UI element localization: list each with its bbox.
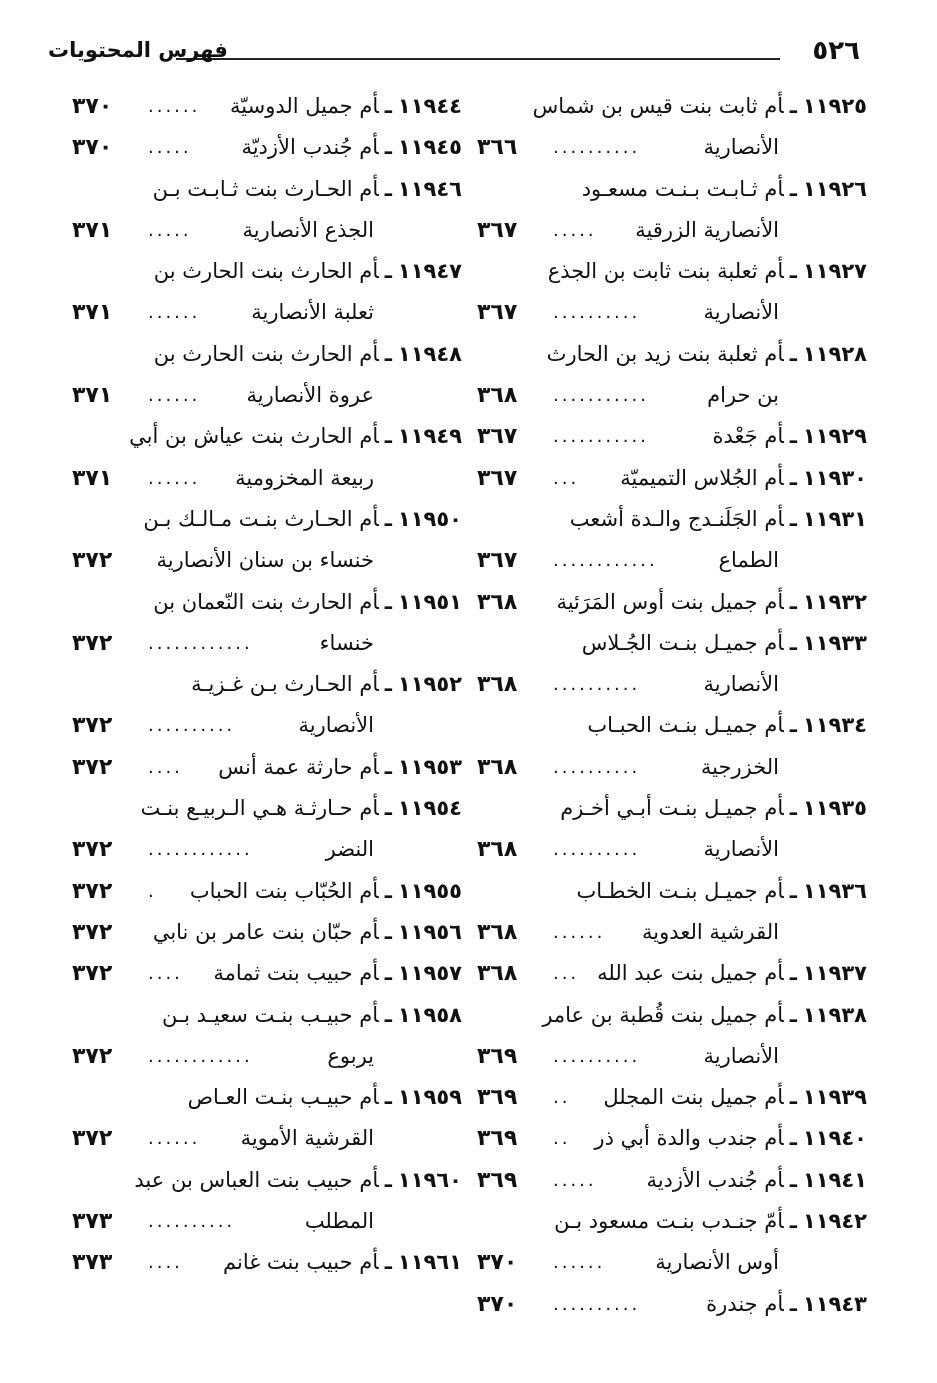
header-rule <box>176 58 780 60</box>
entry-name: أم ثعلبة بنت ثابت بن الجذع <box>547 259 784 284</box>
entry-separator: ـ <box>384 754 392 779</box>
index-entry <box>72 1242 462 1283</box>
index-entry-continuation <box>477 210 867 251</box>
index-entry-continuation <box>72 1036 462 1077</box>
entry-separator: ـ <box>384 341 392 366</box>
entry-page-number: ٣٦٨ <box>477 672 518 698</box>
entry-name-continuation: خنساء بن سنان الأنصارية <box>156 548 374 573</box>
entry-number: ١١٩٢٥ <box>802 94 867 118</box>
entry-name-continuation: القرشية العدوية <box>642 919 779 944</box>
entry-number: ١١٩٥٢ <box>397 672 462 697</box>
dot-leader: .... <box>148 963 183 985</box>
index-entry <box>477 705 867 746</box>
index-entry <box>72 912 462 953</box>
entry-separator: ـ <box>789 796 797 821</box>
index-entry <box>72 1160 462 1201</box>
entry-name: أم الحـارث بنـت مـالـك بـن <box>143 506 379 531</box>
dot-leader: ...... <box>148 1128 201 1150</box>
entry-name: أم جميل بنت المجلل <box>603 1085 784 1110</box>
index-entry-continuation <box>72 1118 462 1159</box>
index-entry <box>477 416 867 457</box>
entry-number: ١١٩٣٠ <box>802 465 867 490</box>
entry-number: ١١٩٥٩ <box>397 1085 462 1110</box>
entry-name: أمّ جنـدب بنـت مسعود بـن <box>554 1209 784 1234</box>
index-column-right <box>477 86 867 1325</box>
entry-separator: ـ <box>789 630 797 655</box>
entry-number: ١١٩٥٧ <box>397 961 462 986</box>
dot-leader: .. <box>553 1128 571 1150</box>
entry-name: أم حبيـب بنـت سعيـد بـن <box>162 1002 379 1027</box>
index-entry <box>72 788 462 829</box>
dot-leader: . <box>148 880 157 902</box>
index-entry-continuation <box>72 540 462 581</box>
dot-leader: .. <box>553 1087 571 1109</box>
entry-name: أم جميـل بنـت الحبـاب <box>587 713 784 738</box>
index-entry-continuation <box>72 829 462 870</box>
index-entry <box>477 953 867 994</box>
dot-leader: ..... <box>553 219 597 241</box>
entry-separator: ـ <box>384 919 392 944</box>
entry-page-number: ٣٦٩ <box>477 1085 518 1111</box>
entry-page-number: ٣٧٢ <box>72 961 113 987</box>
entry-name: أم ثابت بنت قيس بن شماس <box>532 94 784 118</box>
entry-page-number: ٣٦٧ <box>477 424 518 450</box>
entry-name-continuation: الخزرجية <box>700 754 779 779</box>
entry-name-continuation: الطماع <box>718 548 779 573</box>
entry-separator: ـ <box>384 506 392 531</box>
entry-number: ١١٩٤١ <box>802 1167 867 1192</box>
entry-number: ١١٩٣٥ <box>802 796 867 821</box>
entry-separator: ـ <box>384 1002 392 1027</box>
dot-leader: ...... <box>148 467 201 489</box>
entry-page-number: ٣٧٢ <box>72 713 113 739</box>
entry-page-number: ٣٦٧ <box>477 300 518 326</box>
index-entry <box>72 127 462 168</box>
entry-number: ١١٩٤٨ <box>397 341 462 366</box>
entry-page-number: ٣٦٧ <box>477 217 518 243</box>
entry-name-continuation: خنساء <box>319 630 374 655</box>
index-entry <box>72 334 462 375</box>
entry-number: ١١٩٣٤ <box>802 713 867 738</box>
entry-number: ١١٩٦٠ <box>397 1167 462 1192</box>
entry-name: أم الحـارث بـن غـزيـة <box>191 672 379 697</box>
entry-number: ١١٩٢٩ <box>802 424 867 449</box>
index-entry-continuation <box>72 210 462 251</box>
entry-name-continuation: الأنصارية <box>703 837 779 862</box>
entry-number: ١١٩٤٣ <box>802 1291 867 1316</box>
index-entry <box>477 871 867 912</box>
entry-name-continuation: يربوع <box>327 1043 374 1068</box>
entry-separator: ـ <box>789 1085 797 1110</box>
entry-number: ١١٩٣٣ <box>802 630 867 655</box>
dot-leader: .......... <box>553 137 641 159</box>
entry-number: ١١٩٣١ <box>802 506 867 531</box>
dot-leader: ........... <box>553 385 649 407</box>
entry-name: أم جميـل بنـت الجُـلاس <box>581 630 784 655</box>
entry-separator: ـ <box>384 878 392 903</box>
entry-number: ١١٩٤٥ <box>397 135 462 160</box>
entry-name: أم جميل بنت عبد الله <box>597 961 784 986</box>
entry-name-continuation: المطلب <box>304 1209 374 1234</box>
entry-page-number: ٣٦٨ <box>477 589 518 615</box>
entry-number: ١١٩٢٦ <box>802 176 867 201</box>
dot-leader: .... <box>148 1252 183 1274</box>
entry-number: ١١٩٤٢ <box>802 1209 867 1234</box>
entry-page-number: ٣٦٩ <box>477 1043 518 1069</box>
entry-page-number: ٣٧١ <box>72 217 113 243</box>
entry-name-continuation: أوس الأنصارية <box>655 1250 779 1275</box>
entry-page-number: ٣٦٨ <box>477 961 518 987</box>
index-entry <box>72 169 462 210</box>
entry-name: أم جُندب الأزديّة <box>241 135 379 160</box>
dot-leader: ...... <box>553 921 606 943</box>
entry-name: أم جُندب الأزدية <box>646 1167 784 1192</box>
entry-page-number: ٣٧٢ <box>72 548 113 574</box>
index-entry <box>477 458 867 499</box>
index-entry-continuation <box>477 375 867 416</box>
index-entry-continuation <box>477 747 867 788</box>
entry-number: ١١٩٢٧ <box>802 259 867 284</box>
entry-name: أم جميل الدوسيّة <box>230 94 379 118</box>
entry-number: ١١٩٥١ <box>397 589 462 614</box>
entry-separator: ـ <box>789 1126 797 1151</box>
entry-name: أم جميل بنت قُطبة بن عامر <box>542 1002 784 1027</box>
dot-leader: ...... <box>148 385 201 407</box>
entry-page-number: ٣٧٣ <box>72 1209 113 1235</box>
index-entry <box>477 499 867 540</box>
dot-leader: .... <box>148 756 183 778</box>
entry-number: ١١٩٤٧ <box>397 259 462 284</box>
entry-name: أم حبّان بنت عامر بن نابي <box>152 919 379 944</box>
entry-name: أم جميل بنت أوس المَرَئية <box>556 589 784 614</box>
entry-name: أم حارثة عمة أنس <box>218 754 379 779</box>
entry-number: ١١٩٤٠ <box>802 1126 867 1151</box>
entry-separator: ـ <box>789 506 797 531</box>
index-entry <box>72 499 462 540</box>
entry-separator: ـ <box>384 424 392 449</box>
index-entry <box>72 747 462 788</box>
entry-separator: ـ <box>789 1291 797 1316</box>
index-entry <box>72 582 462 623</box>
entry-name-continuation: الأنصارية <box>703 672 779 697</box>
index-column-left <box>72 86 462 1284</box>
entry-separator: ـ <box>789 961 797 986</box>
entry-name-continuation: ثعلبة الأنصارية <box>251 300 374 325</box>
index-entry-continuation <box>477 540 867 581</box>
index-entry <box>72 1077 462 1118</box>
entry-separator: ـ <box>384 589 392 614</box>
entry-separator: ـ <box>789 589 797 614</box>
entry-name-continuation: بن حرام <box>707 383 779 408</box>
index-entry-continuation <box>72 623 462 664</box>
dot-leader: .......... <box>553 756 641 778</box>
entry-separator: ـ <box>384 961 392 986</box>
entry-name: أم الحُبّاب بنت الحباب <box>189 878 379 903</box>
entry-separator: ـ <box>384 1167 392 1192</box>
entry-separator: ـ <box>789 465 797 490</box>
dot-leader: .......... <box>148 1211 236 1233</box>
index-entry-continuation <box>72 458 462 499</box>
entry-separator: ـ <box>384 259 392 284</box>
entry-name: أم جندرة <box>706 1291 784 1316</box>
entry-number: ١١٩٤٦ <box>397 176 462 201</box>
entry-separator: ـ <box>789 1002 797 1027</box>
entry-page-number: ٣٦٩ <box>477 1126 518 1152</box>
dot-leader: ...... <box>148 96 201 117</box>
entry-page-number: ٣٧٣ <box>72 1250 113 1276</box>
page-number: ٥٢٦ <box>812 36 860 66</box>
dot-leader: ............ <box>148 632 253 654</box>
index-entry <box>72 664 462 705</box>
entry-separator: ـ <box>384 94 392 118</box>
entry-separator: ـ <box>789 341 797 366</box>
index-entry <box>477 995 867 1036</box>
index-entry <box>72 995 462 1036</box>
entry-page-number: ٣٧١ <box>72 383 113 409</box>
entry-separator: ـ <box>789 176 797 201</box>
index-entry <box>72 251 462 292</box>
entry-page-number: ٣٧٢ <box>72 919 113 945</box>
entry-page-number: ٣٧٢ <box>72 837 113 863</box>
dot-leader: .......... <box>148 715 236 737</box>
entry-page-number: ٣٧٢ <box>72 878 113 904</box>
index-entry-continuation <box>477 292 867 333</box>
page-header <box>48 32 860 76</box>
entry-separator: ـ <box>789 878 797 903</box>
entry-name: أم حبيب بنت ثمامة <box>213 961 379 986</box>
dot-leader: ...... <box>553 1252 606 1274</box>
entry-number: ١١٩٣٢ <box>802 589 867 614</box>
dot-leader: ..... <box>148 219 192 241</box>
index-entry <box>72 871 462 912</box>
dot-leader: ... <box>553 963 580 985</box>
entry-page-number: ٣٧١ <box>72 465 113 491</box>
entry-name: أم الحارث بنت الحارث بن <box>153 341 379 366</box>
entry-page-number: ٣٧٢ <box>72 630 113 656</box>
dot-leader: ..... <box>553 1169 597 1191</box>
entry-page-number: ٣٦٦ <box>477 135 518 161</box>
entry-name: أم جَعْدة <box>712 424 784 449</box>
entry-page-number: ٣٧٢ <box>72 1126 113 1152</box>
entry-number: ١١٩٥٦ <box>397 919 462 944</box>
entry-name-continuation: عروة الأنصارية <box>246 383 374 408</box>
index-entry <box>477 1201 867 1242</box>
index-entry <box>72 86 462 127</box>
entry-number: ١١٩٤٤ <box>397 94 462 118</box>
entry-number: ١١٩٣٦ <box>802 878 867 903</box>
entry-name: أم الجَلَنـدج والـدة أشعب <box>569 506 784 531</box>
dot-leader: .......... <box>553 674 641 696</box>
dot-leader: ..... <box>148 137 192 159</box>
entry-separator: ـ <box>384 1085 392 1110</box>
dot-leader: ... <box>553 467 580 489</box>
entry-page-number: ٣٧٢ <box>72 1043 113 1069</box>
entry-name-continuation: ربيعة المخزومية <box>235 465 374 490</box>
index-entry <box>477 623 867 664</box>
entry-name: أم حـارثـة هـي الـربيـع بنـت <box>140 796 379 821</box>
entry-page-number: ٣٧٢ <box>72 754 113 780</box>
dot-leader: .......... <box>553 302 641 324</box>
entry-name: أم الحارث بنت الحارث بن <box>153 259 379 284</box>
entry-name: أم ثعلبة بنت زيد بن الحارث <box>546 341 784 366</box>
entry-name: أم الحارث بنت النّعمان بن <box>153 589 379 614</box>
entry-separator: ـ <box>789 1209 797 1234</box>
entry-number: ١١٩٦١ <box>397 1250 462 1275</box>
index-entry-continuation <box>477 127 867 168</box>
entry-name-continuation: النضر <box>325 837 374 862</box>
entry-name: أم الحـارث بنت ثـابـت بـن <box>152 176 379 201</box>
index-entry-continuation <box>477 1242 867 1283</box>
dot-leader: .......... <box>553 839 641 861</box>
entry-page-number: ٣٦٨ <box>477 754 518 780</box>
dot-leader: ............ <box>148 839 253 861</box>
entry-number: ١١٩٥٤ <box>397 796 462 821</box>
entry-separator: ـ <box>789 1167 797 1192</box>
index-entry-continuation <box>72 375 462 416</box>
index-entry-continuation <box>72 1201 462 1242</box>
entry-name: أم الحارث بنت عياش بن أبي <box>129 424 379 449</box>
index-entry-continuation <box>477 829 867 870</box>
entry-number: ١١٩٥٣ <box>397 754 462 779</box>
index-entry <box>477 86 867 127</box>
entry-number: ١١٩٤٩ <box>397 424 462 449</box>
index-entry-continuation <box>477 1036 867 1077</box>
index-entry <box>477 1284 867 1325</box>
entry-name-continuation: الأنصارية <box>298 713 374 738</box>
entry-separator: ـ <box>384 1250 392 1275</box>
entry-separator: ـ <box>789 94 797 118</box>
entry-name: أم جميـل بنـت أبـي أخـزم <box>560 796 784 821</box>
dot-leader: ............ <box>553 550 658 572</box>
entry-page-number: ٣٦٨ <box>477 919 518 945</box>
dot-leader: ............ <box>148 1045 253 1067</box>
entry-name-continuation: الجذع الأنصارية <box>242 217 374 242</box>
index-entry <box>477 582 867 623</box>
entry-name-continuation: الأنصارية <box>703 300 779 325</box>
entry-separator: ـ <box>789 424 797 449</box>
entry-number: ١١٩٥٥ <box>397 878 462 903</box>
entry-name: أم الجُلاس التميميّة <box>620 465 784 490</box>
entry-name: أم حبيـب بنـت العـاص <box>187 1085 379 1110</box>
entry-separator: ـ <box>789 259 797 284</box>
entry-number: ١١٩٣٧ <box>802 961 867 986</box>
entry-name: أم ثـابـت بـنـت مسعـود <box>581 176 784 201</box>
entry-name: أم حبيب بنت غانم <box>223 1250 379 1275</box>
entry-name-continuation: الأنصارية <box>703 135 779 160</box>
dot-leader: ...... <box>148 302 201 324</box>
entry-number: ١١٩٢٨ <box>802 341 867 366</box>
entry-name-continuation: الأنصارية <box>703 1043 779 1068</box>
entry-number: ١١٩٥٠ <box>397 506 462 531</box>
entry-page-number: ٣٧٠ <box>477 1250 518 1276</box>
index-entry <box>72 416 462 457</box>
entry-separator: ـ <box>384 672 392 697</box>
entry-number: ١١٩٣٩ <box>802 1085 867 1110</box>
entry-page-number: ٣٦٨ <box>477 383 518 409</box>
entry-number: ١١٩٣٨ <box>802 1002 867 1027</box>
entry-page-number: ٣٦٧ <box>477 548 518 574</box>
entry-name: أم جندب والدة أبي ذر <box>594 1126 784 1151</box>
entry-separator: ـ <box>384 176 392 201</box>
index-entry-continuation <box>72 705 462 746</box>
dot-leader: ........... <box>553 426 649 448</box>
index-entry-continuation <box>72 292 462 333</box>
index-entry <box>477 788 867 829</box>
entry-number: ١١٩٥٨ <box>397 1002 462 1027</box>
running-title: فهرس المحتويات <box>48 38 228 62</box>
index-entry <box>477 1077 867 1118</box>
entry-separator: ـ <box>384 796 392 821</box>
index-entry <box>477 334 867 375</box>
entry-page-number: ٣٦٧ <box>477 465 518 491</box>
entry-page-number: ٣٧١ <box>72 300 113 326</box>
index-entry <box>477 251 867 292</box>
entry-page-number: ٣٦٨ <box>477 837 518 863</box>
entry-page-number: ٣٧٠ <box>72 135 113 161</box>
entry-name-continuation: الأنصارية الزرقية <box>635 217 779 242</box>
index-entry <box>477 169 867 210</box>
index-entry <box>477 1118 867 1159</box>
index-entry-continuation <box>477 664 867 705</box>
dot-leader: .......... <box>553 1045 641 1067</box>
index-entry <box>72 953 462 994</box>
entry-name: أم جميـل بنـت الخطـاب <box>576 878 784 903</box>
entry-page-number: ٣٧٠ <box>72 94 113 119</box>
dot-leader: .......... <box>553 1293 641 1315</box>
entry-separator: ـ <box>384 135 392 160</box>
index-entry-continuation <box>477 912 867 953</box>
entry-page-number: ٣٧٠ <box>477 1291 518 1317</box>
index-entry <box>477 1160 867 1201</box>
entry-separator: ـ <box>789 713 797 738</box>
entry-page-number: ٣٦٩ <box>477 1167 518 1193</box>
entry-name-continuation: القرشية الأموية <box>240 1126 374 1151</box>
entry-name: أم حبيب بنت العباس بن عبد <box>134 1167 379 1192</box>
